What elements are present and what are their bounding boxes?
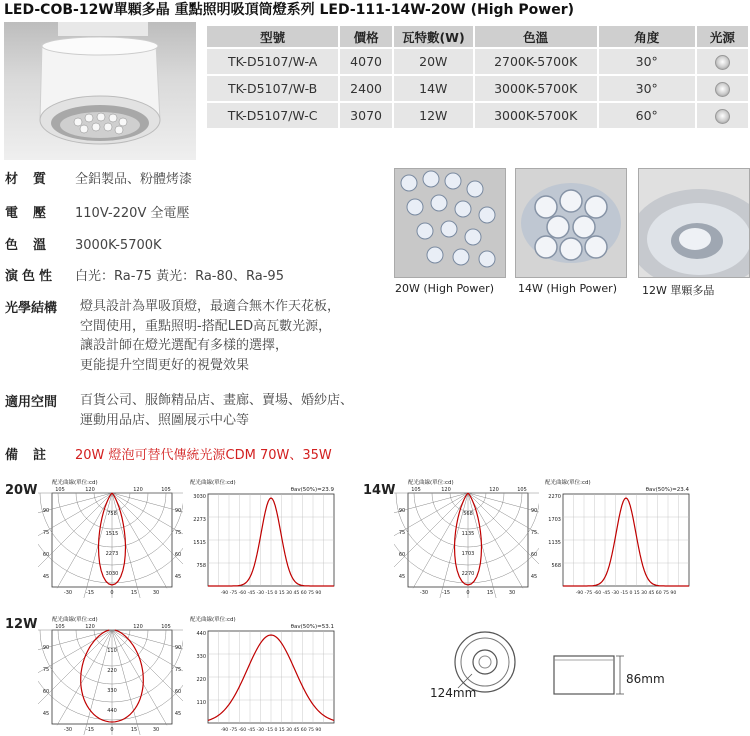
header-price: 價格 (340, 26, 392, 47)
spec-value: 3000K-5700K (75, 238, 162, 253)
polar-tick-label: 568 (463, 511, 473, 517)
spec-space-label (5, 391, 75, 410)
angle-label: -15 (441, 590, 451, 596)
page-title: LED-COB-12W單顆多晶 重點照明吸頂筒燈系列 LED-111-14W-20W (High Power) (4, 2, 575, 18)
cell-model: TK-D5107/W-B (207, 76, 338, 101)
angle-label: 60 (530, 552, 538, 558)
x-tick-labels: -90 -75 -60 -45 -30 -15 0 15 30 45 60 75 90 (220, 591, 322, 596)
angle-label: 105 (517, 487, 527, 493)
angle-label: 105 (161, 624, 171, 630)
angle-label: 45 (398, 574, 406, 580)
angle-label: 75 (42, 530, 50, 536)
chart-label-20w: 20W (5, 483, 38, 498)
angle-label: -15 (85, 590, 95, 596)
spec-label: 材質 (5, 172, 62, 187)
spec-label: 備註 (5, 448, 62, 463)
angle-label: 0 (110, 727, 114, 733)
angle-label: 45 (174, 711, 182, 717)
theta-label: θav(50%)=23.4 (645, 487, 689, 493)
y-tick-label: 758 (196, 563, 206, 569)
desc-line: 空間使用，重點照明-搭配LED高瓦數光源， (80, 318, 332, 334)
cell-model: TK-D5107/W-C (207, 103, 338, 128)
led-photo-20w (394, 168, 506, 278)
angle-label: 120 (85, 624, 95, 630)
header-model: 型號 (207, 26, 338, 47)
angle-label: -15 (85, 727, 95, 733)
polar-tick-label: 1515 (105, 531, 119, 537)
dimension-diameter: 124mm (430, 686, 477, 700)
angle-label: 60 (174, 689, 182, 695)
angle-label: 120 (133, 487, 143, 493)
spec-value: 白光：Ra-75 黃光：Ra-80、Ra-95 (75, 269, 284, 284)
header-source: 光源 (697, 26, 748, 47)
y-tick-label: 3030 (193, 494, 206, 500)
spec-material (5, 168, 192, 187)
y-tick-label: 2270 (548, 494, 561, 500)
cell-price: 2400 (340, 76, 392, 101)
cell-temp: 3000K-5700K (475, 103, 597, 128)
cell-source (697, 76, 748, 101)
angle-label: 105 (55, 624, 65, 630)
table-header-row (207, 26, 748, 47)
angle-label: 15 (486, 590, 494, 596)
polar-tick-label: 2270 (461, 571, 475, 577)
cell-price: 4070 (340, 49, 392, 74)
cell-temp: 3000K-5700K (475, 76, 597, 101)
polar-tick-label: 758 (107, 511, 117, 517)
cell-temp: 2700K-5700K (475, 49, 597, 74)
header-angle: 角度 (599, 26, 695, 47)
cell-source (697, 49, 748, 74)
desc-line: 讓設計師在燈光選配有多樣的選擇， (80, 338, 289, 353)
polar-tick-label: 3030 (105, 571, 119, 577)
chart-title: 配光曲線(單位:cd) (52, 617, 98, 623)
linear-chart-12w (188, 613, 336, 735)
spec-color-temp (5, 234, 162, 253)
spec-note (5, 444, 332, 463)
y-tick-label: 1703 (548, 517, 561, 523)
spec-note-value: 20W 燈泡可替代傳統光源CDM 70W、35W (75, 448, 332, 463)
product-photo (4, 22, 196, 160)
spec-label: 電壓 (5, 206, 62, 221)
desc-line: 更能提升空間更好的視覺效果 (80, 357, 250, 373)
cell-price: 3070 (340, 103, 392, 128)
angle-label: 0 (110, 590, 114, 596)
chart-title: 配光曲線(單位:cd) (545, 480, 591, 486)
y-tick-label: 440 (196, 631, 206, 637)
y-tick-label: 1135 (548, 540, 561, 546)
angle-label: 15 (130, 590, 138, 596)
polar-tick-label: 440 (107, 708, 117, 714)
desc-line: 百貨公司、服飾精品店、畫廊、賣場、婚紗店、 (80, 393, 354, 408)
spec-optics-text (80, 297, 340, 375)
x-tick-labels: -90 -75 -60 -45 -30 -15 0 15 30 45 60 75 90 (220, 728, 322, 733)
angle-label: 60 (398, 552, 406, 558)
polar-tick-label: 1703 (461, 551, 475, 557)
y-tick-label: 568 (551, 563, 561, 569)
linear-chart-20w (188, 476, 336, 598)
led-source-icon (715, 109, 730, 124)
angle-label: 90 (174, 645, 182, 651)
y-tick-label: 2273 (193, 517, 206, 523)
angle-label: 75 (42, 667, 50, 673)
chart-title: 配光曲線(單位:cd) (190, 480, 236, 486)
angle-label: 0 (466, 590, 470, 596)
linear-chart-14w (543, 476, 691, 598)
y-tick-label: 220 (196, 677, 206, 683)
x-tick-labels: -90 -75 -60 -45 -30 -15 0 15 30 45 60 75 90 (575, 591, 677, 596)
spec-cri (5, 265, 284, 284)
led-caption: 14W (High Power) (518, 282, 617, 295)
angle-label: -30 (63, 727, 73, 733)
spec-label: 光學結構 (5, 301, 58, 316)
cell-source (697, 103, 748, 128)
chart-label-12w: 12W (5, 617, 38, 632)
chart-label-14w: 14W (363, 483, 396, 498)
desc-line: 運動用品店、照圖展示中心等 (80, 412, 250, 428)
cell-angle: 60° (599, 103, 695, 128)
cell-watt: 12W (394, 103, 473, 128)
led-caption: 20W (High Power) (395, 282, 494, 295)
header-temp: 色溫 (475, 26, 597, 47)
angle-label: -30 (63, 590, 73, 596)
polar-chart-14w (394, 476, 539, 598)
led-photo-12w (638, 168, 750, 278)
y-tick-label: 330 (196, 654, 206, 660)
y-tick-label: 110 (196, 700, 206, 706)
angle-label: 15 (130, 727, 138, 733)
table-row (207, 76, 748, 101)
polar-tick-label: 2273 (105, 551, 119, 557)
angle-label: 75 (174, 530, 182, 536)
angle-label: 45 (42, 711, 50, 717)
angle-label: 120 (441, 487, 451, 493)
cell-angle: 30° (599, 76, 695, 101)
led-source-icon (715, 82, 730, 97)
spec-optics-label (5, 297, 75, 316)
spec-voltage (5, 202, 189, 221)
chart-title: 配光曲線(單位:cd) (52, 480, 98, 486)
theta-label: θav(50%)=53.1 (290, 624, 334, 630)
theta-label: θav(50%)=23.9 (290, 487, 334, 493)
chart-title: 配光曲線(單位:cd) (408, 480, 454, 486)
chart-title: 配光曲線(單位:cd) (190, 617, 236, 623)
polar-tick-label: 220 (107, 668, 117, 674)
dimension-side-view (550, 650, 630, 700)
spec-label: 色溫 (5, 238, 62, 253)
angle-label: 60 (42, 689, 50, 695)
header-watt: 瓦特數(W) (394, 26, 473, 47)
led-source-icon (715, 55, 730, 70)
angle-label: 75 (530, 530, 538, 536)
angle-label: 30 (152, 727, 160, 733)
angle-label: 45 (42, 574, 50, 580)
table-row (207, 49, 748, 74)
angle-label: 90 (174, 508, 182, 514)
spec-table (205, 24, 750, 130)
angle-label: 90 (42, 645, 50, 651)
table-row (207, 103, 748, 128)
angle-label: 45 (174, 574, 182, 580)
angle-label: 90 (530, 508, 538, 514)
spec-value: 110V-220V 全電壓 (75, 206, 190, 221)
angle-label: 30 (508, 590, 516, 596)
angle-label: 90 (42, 508, 50, 514)
angle-label: 30 (152, 590, 160, 596)
polar-tick-label: 110 (107, 648, 117, 654)
desc-line: 燈具設計為單吸頂燈，最適合無木作天花板， (80, 299, 341, 314)
angle-label: 45 (530, 574, 538, 580)
angle-label: 120 (489, 487, 499, 493)
cell-watt: 14W (394, 76, 473, 101)
angle-label: 75 (174, 667, 182, 673)
led-photo-14w (515, 168, 627, 278)
angle-label: 60 (42, 552, 50, 558)
dimension-height: 86mm (626, 672, 665, 686)
angle-label: 120 (85, 487, 95, 493)
polar-chart-12w (38, 613, 183, 735)
angle-label: 105 (161, 487, 171, 493)
spec-label: 演色性 (5, 269, 57, 284)
angle-label: 90 (398, 508, 406, 514)
polar-tick-label: 330 (107, 688, 117, 694)
led-caption: 12W 單顆多晶 (642, 284, 715, 297)
angle-label: 105 (411, 487, 421, 493)
angle-label: 105 (55, 487, 65, 493)
spec-space-text (80, 391, 353, 430)
polar-chart-20w (38, 476, 183, 598)
spec-label: 適用空間 (5, 395, 58, 410)
angle-label: 120 (133, 624, 143, 630)
polar-tick-label: 1135 (461, 531, 475, 537)
angle-label: 60 (174, 552, 182, 558)
angle-label: 75 (398, 530, 406, 536)
angle-label: -30 (419, 590, 429, 596)
y-tick-label: 1515 (193, 540, 206, 546)
cell-angle: 30° (599, 49, 695, 74)
cell-model: TK-D5107/W-A (207, 49, 338, 74)
cell-watt: 20W (394, 49, 473, 74)
spec-value: 全鋁製品、粉體烤漆 (75, 172, 193, 187)
